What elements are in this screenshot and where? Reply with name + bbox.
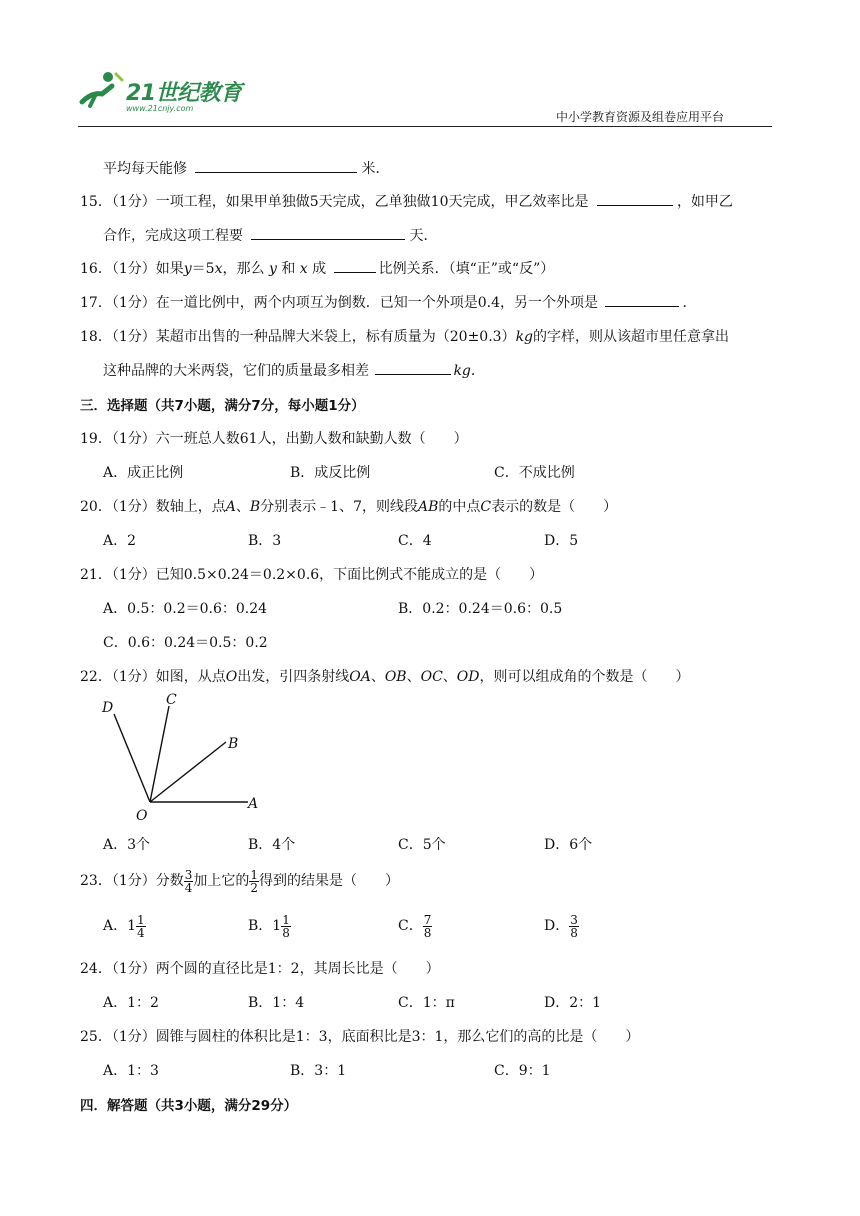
option-d[interactable]: D． $\frac{3}{8}$ — [544, 912, 578, 940]
platform-name: 中小学教育资源及组卷应用平台 — [556, 110, 725, 124]
answer-blank — [195, 158, 357, 173]
option-d[interactable]: D．6个 — [544, 837, 593, 853]
option-c[interactable]: C．9：1 — [494, 1063, 551, 1079]
fraction: $\frac{1}{2}$ — [250, 867, 259, 895]
ray-oc — [150, 706, 169, 802]
label-d: D — [102, 700, 114, 716]
option-a[interactable]: A．0.5：0.2＝0.6：0.24 — [103, 601, 268, 617]
option-a[interactable]: A．成正比例 — [103, 465, 184, 481]
question-24: 24．（1分）两个圆的直径比是1：2，其周长比是（ ） — [80, 961, 440, 977]
question-18: 18．（1分）某超市出售的一种品牌大米袋上，标有质量为（20±0.3）kg的字样，则从该超市里任意拿出 — [80, 329, 730, 345]
option-b[interactable]: B．1：4 — [248, 995, 305, 1011]
site-logo — [78, 70, 258, 120]
question-17: 17．（1分）在一道比例中，两个内项互为倒数．已知一个外项是0.4，另一个外项是 ． — [80, 292, 696, 312]
ray-ob — [150, 742, 226, 802]
option-b[interactable]: B．4个 — [248, 837, 296, 853]
option-a[interactable]: A．3个 — [103, 837, 151, 853]
option-c[interactable]: C．不成比例 — [494, 465, 575, 481]
question-23: 23．（1分）分数 $\frac{3}{4}$ 加上它的 $\frac{1}{2}$ 得到的结果是（ ） — [80, 867, 400, 895]
question-25: 25．（1分）圆锥与圆柱的体积比是1：3，底面积比是3：1，那么它们的高的比是（ ） — [80, 1029, 640, 1045]
option-b[interactable]: B．3 — [248, 533, 282, 549]
option-c[interactable]: C． $\frac{7}{8}$ — [398, 912, 432, 940]
option-b[interactable]: B．1 $\frac{1}{8}$ — [248, 912, 290, 940]
answer-blank — [251, 225, 405, 240]
question-20: 20．（1分）数轴上，点A、B分别表示﹣1、7，则线段AB的中点C表示的数是（ ） — [80, 499, 618, 515]
option-c[interactable]: C．1：π — [398, 995, 455, 1011]
option-b[interactable]: B．0.2：0.24＝0.6：0.5 — [398, 601, 563, 617]
option-b[interactable]: B．成反比例 — [290, 465, 371, 481]
section-4-title: 四．解答题（共3小题，满分29分） — [80, 1098, 298, 1114]
option-a[interactable]: A．2 — [103, 533, 137, 549]
option-d[interactable]: D．5 — [544, 533, 579, 549]
rays-diagram — [98, 692, 268, 822]
logo-text: 21世纪教育 — [126, 81, 242, 106]
option-c[interactable]: C．0.6：0.24＝0.5：0.2 — [103, 635, 268, 651]
question-15: 15．（1分）一项工程，如果甲单独做5天完成，乙单独做10天完成，甲乙效率比是 ，如甲乙 — [80, 191, 733, 211]
question-16: 16．（1分）如果y＝5x，那么 y 和 x 成 比例关系．（填“正”或“反”） — [80, 258, 554, 278]
option-c[interactable]: C．4 — [398, 533, 432, 549]
option-c[interactable]: C．5个 — [398, 837, 446, 853]
option-b[interactable]: B．3：1 — [290, 1063, 347, 1079]
option-a[interactable]: A．1：3 — [103, 1063, 159, 1079]
label-a: A — [248, 796, 259, 812]
fraction: $\frac{3}{4}$ — [184, 867, 193, 895]
question-19: 19．（1分）六一班总人数61人，出勤人数和缺勤人数（ ） — [80, 431, 468, 447]
label-c: C — [166, 692, 177, 708]
runner-icon — [78, 70, 124, 110]
question-15-line2: 合作，完成这项工程要 天． — [103, 225, 437, 245]
label-b: B — [228, 736, 239, 752]
q14-tail: 平均每天能修 米． — [103, 158, 389, 178]
answer-blank — [375, 360, 451, 375]
option-a[interactable]: A．1：2 — [103, 995, 159, 1011]
label-o: O — [136, 808, 148, 822]
answer-blank — [597, 191, 673, 206]
logo-url: www.21cnjy.com — [126, 104, 194, 113]
answer-blank — [605, 292, 679, 307]
question-22: 22．（1分）如图，从点O出发，引四条射线OA、OB、OC、OD，则可以组成角的个数是（ ） — [80, 669, 690, 685]
section-3-title: 三．选择题（共7小题，满分7分，每小题1分） — [80, 398, 365, 414]
ray-od — [114, 714, 150, 802]
answer-blank — [334, 258, 376, 273]
option-a[interactable]: A．1 $\frac{1}{4}$ — [103, 912, 145, 940]
option-d[interactable]: D．2：1 — [544, 995, 602, 1011]
header-divider — [78, 126, 772, 127]
question-21: 21．（1分）已知0.5×0.24＝0.2×0.6，下面比例式不能成立的是（ ） — [80, 567, 544, 583]
question-18-line2: 这种品牌的大米两袋，它们的质量最多相差 kg． — [103, 360, 485, 380]
